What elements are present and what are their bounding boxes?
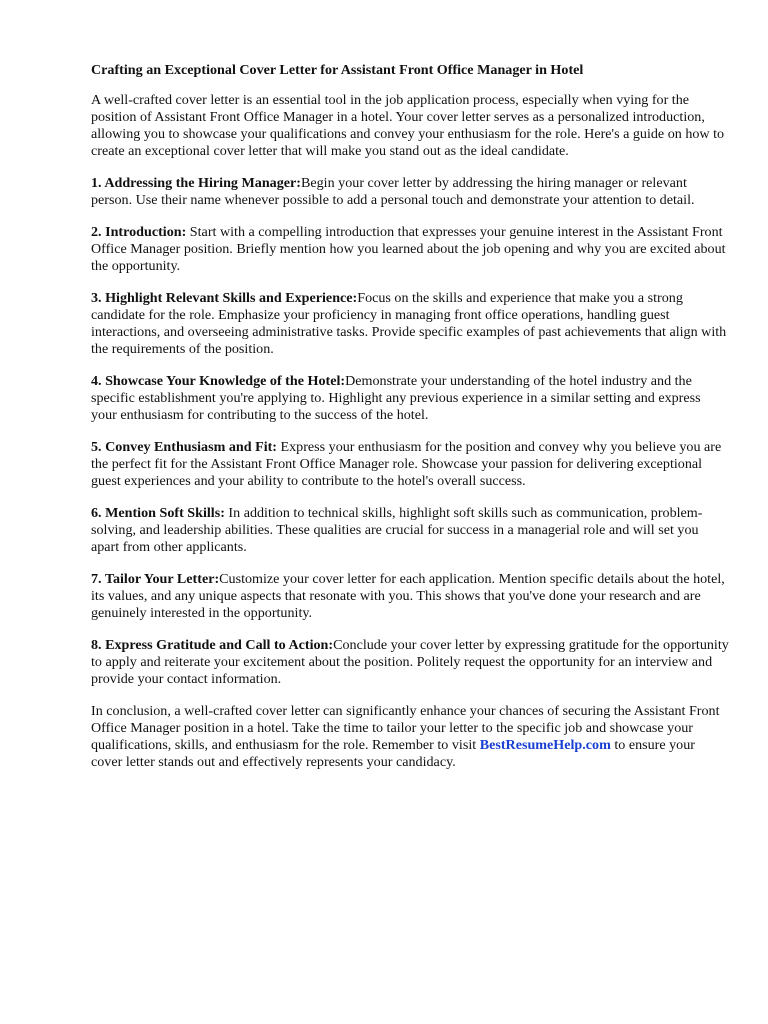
bestresumehelp-link[interactable]: BestResumeHelp.com <box>479 737 611 753</box>
section-knowledge-of-hotel <box>91 373 729 424</box>
section-highlight-skills <box>91 290 729 358</box>
section-heading: 3. Highlight Relevant Skills and Experience: <box>91 290 358 306</box>
section-addressing-hiring-manager <box>91 175 729 209</box>
section-soft-skills <box>91 505 729 556</box>
document-page <box>91 56 729 786</box>
section-text: In addition to technical skills, highlight soft skills such as communication, problem-solving, and leadership abilities. These qualities are crucial for success in a managerial role and will set you apart from other applicants. <box>91 505 703 555</box>
section-tailor-letter <box>91 571 729 622</box>
section-text: Customize your cover letter for each application. Mention specific details about the hotel, its values, and any unique aspects that resonate with you. This shows that you've done your research and are genuinely interested in the opportunity. <box>91 571 725 621</box>
section-text: Focus on the skills and experience that make you a strong candidate for the role. Emphasize your proficiency in managing front office operations, handling guest interactions, and overseeing administrative tasks. Provide specific examples of past achievements that align with the requirements of the position. <box>91 290 727 357</box>
section-text: Start with a compelling introduction that expresses your genuine interest in the Assistant Front Office Manager position. Briefly mention how you learned about the job opening and why you are excited about the opportunity. <box>91 224 726 274</box>
section-text: Begin your cover letter by addressing the hiring manager or relevant person. Use their name whenever possible to add a personal touch and demonstrate your attention to detail. <box>91 175 695 208</box>
section-heading: 7. Tailor Your Letter: <box>91 571 220 587</box>
section-text: Conclude your cover letter by expressing gratitude for the opportunity to apply and reiterate your excitement about the position. Politely request the opportunity for an interview and provide your contact information. <box>91 637 729 687</box>
intro-paragraph: A well-crafted cover letter is an essential tool in the job application process, especially when vying for the position of Assistant Front Office Manager in a hotel. Your cover letter serves as a personalized introduction, allowing you to showcase your qualifications and convey your enthusiasm for the role. Here's a guide on how to create an exceptional cover letter that will make you stand out as the ideal candidate. <box>91 92 725 159</box>
conclusion-text-end: to ensure your cover letter stands out and effectively represents your candidacy. <box>91 737 695 770</box>
section-heading: 6. Mention Soft Skills: <box>91 505 225 521</box>
section-heading: 5. Convey Enthusiasm and Fit: <box>91 439 277 455</box>
section-convey-enthusiasm <box>91 439 729 490</box>
section-heading: 1. Addressing the Hiring Manager: <box>91 175 301 191</box>
section-heading: 2. Introduction: <box>91 224 187 240</box>
conclusion-text-start: In conclusion, a well-crafted cover letter can significantly enhance your chances of securing the Assistant Front Office Manager position in a hotel. Take the time to tailor your letter to the specific job and showcase your qualifications, skills, and enthusiasm for the role. Remember to visit <box>91 703 720 753</box>
section-introduction <box>91 224 729 275</box>
section-heading: 4. Showcase Your Knowledge of the Hotel: <box>91 373 346 389</box>
section-text: Express your enthusiasm for the position and convey why you believe you are the perfect fit for the Assistant Front Office Manager role. Showcase your passion for delivering exceptional guest experiences and your ability to contribute to the hotel's overall success. <box>91 439 722 489</box>
conclusion-paragraph <box>91 703 729 771</box>
section-gratitude-call-to-action <box>91 637 729 688</box>
section-text: Demonstrate your understanding of the hotel industry and the specific establishment you're applying to. Highlight any previous experience in a similar setting and express your enthusiasm for contributing to the success of the hotel. <box>91 373 701 423</box>
section-heading: 8. Express Gratitude and Call to Action: <box>91 637 334 653</box>
document-title: Crafting an Exceptional Cover Letter for Assistant Front Office Manager in Hotel <box>91 62 584 78</box>
